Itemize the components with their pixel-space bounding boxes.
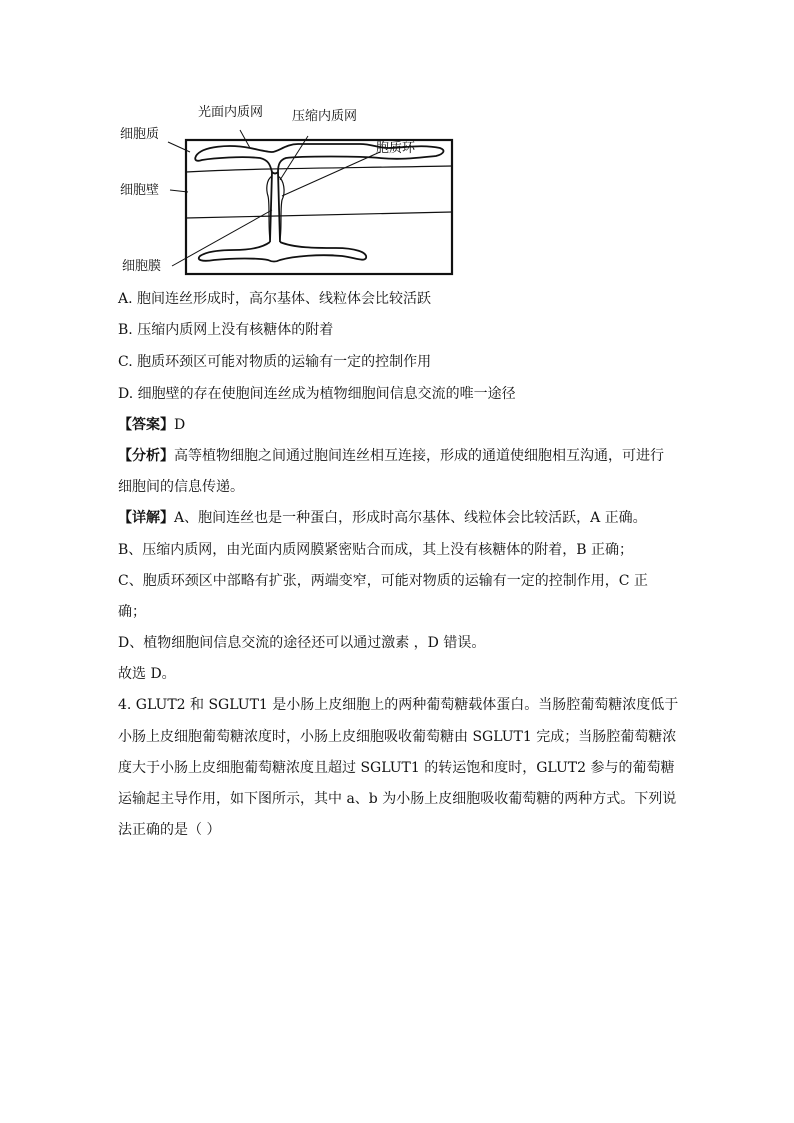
detail-line-c1: C、胞质环颈区中部略有扩张，两端变窄，可能对物质的运输有一定的控制作用，C 正 bbox=[118, 573, 648, 589]
detail-line-a bbox=[118, 509, 647, 527]
question4-line-2: 小肠上皮细胞葡萄糖浓度时，小肠上皮细胞吸收葡萄糖由 SGLUT1 完成；当肠腔葡萄糖浓 bbox=[118, 729, 677, 745]
question4-line-3: 度大于小肠上皮细胞葡萄糖浓度且超过 SGLUT1 的转运饱和度时，GLUT2 参与的葡萄糖 bbox=[118, 760, 675, 776]
plasmodesmata-drawing bbox=[110, 100, 470, 280]
analysis-text-1: 高等植物细胞之间通过胞间连丝相互连接，形成的通道使细胞相互沟通，可进行 bbox=[174, 448, 664, 464]
label-desmotubule-ring: 胞质环 bbox=[376, 141, 416, 156]
question4-line-4: 运输起主导作用，如下图所示，其中 a、b 为小肠上皮细胞吸收葡萄糖的两种方式。下列说 bbox=[118, 791, 677, 807]
detail-line-b: B、压缩内质网，由光面内质网膜紧密贴合而成，其上没有核糖体的附着，B 正确； bbox=[118, 542, 634, 558]
answer-tag: 【答案】 bbox=[118, 417, 174, 433]
plasmodesmata-diagram bbox=[110, 100, 470, 280]
detail-line-d: D、植物细胞间信息交流的途径还可以通过激素 ，D 错误。 bbox=[118, 635, 486, 651]
label-cell-wall: 细胞壁 bbox=[120, 183, 160, 198]
question4-line-5: 法正确的是（ ） bbox=[118, 822, 221, 838]
detail-line-c2: 确； bbox=[118, 604, 146, 620]
answer-value: D bbox=[174, 417, 186, 433]
label-cell-membrane: 细胞膜 bbox=[122, 259, 162, 274]
analysis-line-1 bbox=[118, 447, 664, 465]
detail-conclusion: 故选 D。 bbox=[118, 666, 176, 682]
option-a: A. 胞间连丝形成时，高尔基体、线粒体会比较活跃 bbox=[118, 291, 432, 307]
option-b: B. 压缩内质网上没有核糖体的附着 bbox=[118, 322, 334, 338]
question4-line-1: 4. GLUT2 和 SGLUT1 是小肠上皮细胞上的两种葡萄糖载体蛋白。当肠腔葡萄糖浓度低于 bbox=[118, 697, 679, 713]
label-cytoplasm: 细胞质 bbox=[120, 127, 160, 142]
label-pressed-er: 压缩内质网 bbox=[292, 109, 358, 124]
answer-line bbox=[118, 416, 185, 434]
analysis-tag: 【分析】 bbox=[118, 448, 174, 464]
label-smooth-er: 光面内质网 bbox=[198, 105, 264, 120]
option-c: C. 胞质环颈区可能对物质的运输有一定的控制作用 bbox=[118, 354, 432, 370]
detail-text-a: A、胞间连丝也是一种蛋白，形成时高尔基体、线粒体会比较活跃，A 正确。 bbox=[174, 510, 647, 526]
analysis-line-2: 细胞间的信息传递。 bbox=[118, 479, 244, 495]
option-d: D. 细胞壁的存在使胞间连丝成为植物细胞间信息交流的唯一途径 bbox=[118, 386, 516, 402]
detail-tag: 【详解】 bbox=[118, 510, 174, 526]
